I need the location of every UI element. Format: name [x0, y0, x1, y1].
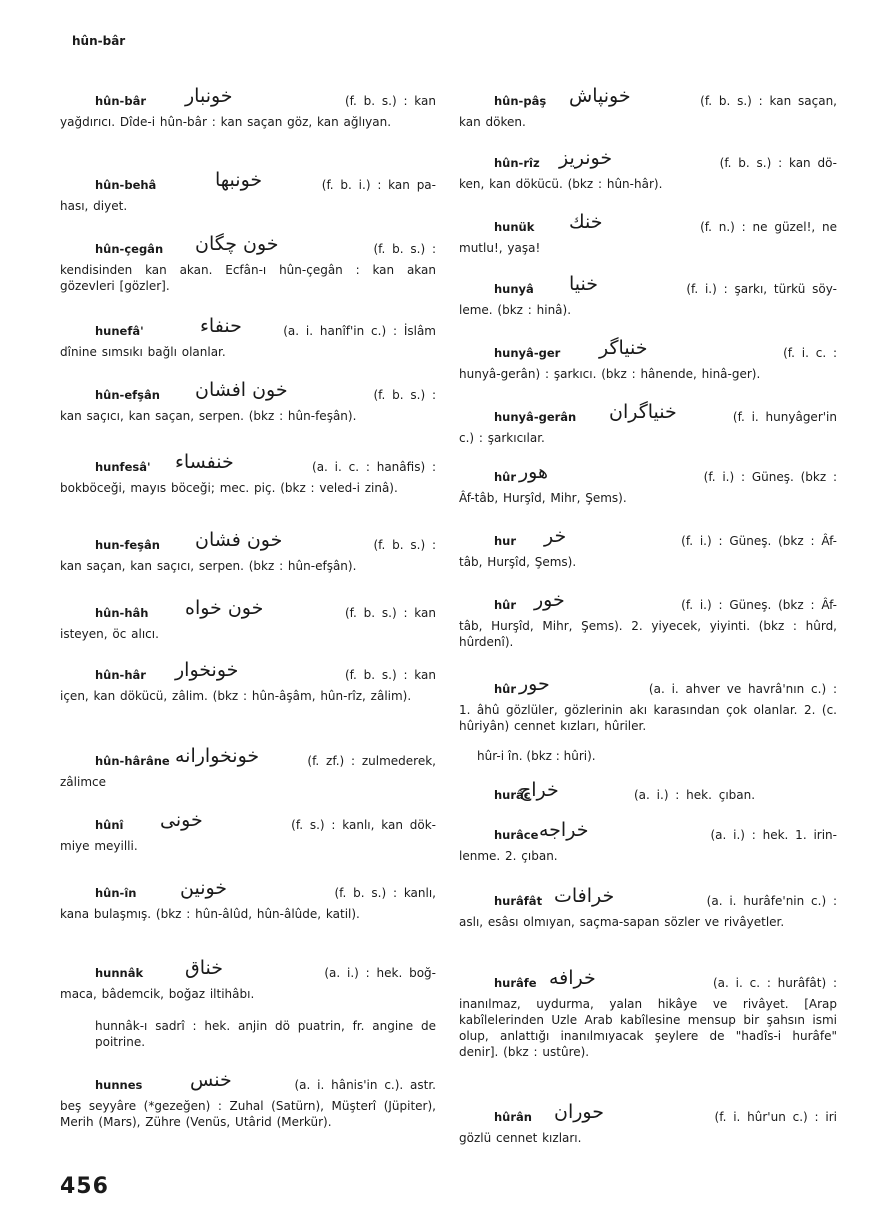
grammar-note: (a. i.) : hek. 1. irin-	[710, 828, 837, 842]
arabic-script: خنس	[190, 1069, 232, 1091]
dictionary-entry	[60, 809, 436, 854]
dictionary-entry	[459, 147, 837, 192]
arabic-script: خرافات	[554, 885, 615, 907]
arabic-script: خرافه	[549, 967, 596, 989]
headword: hûrân	[494, 1110, 532, 1124]
dictionary-entry	[459, 85, 837, 130]
arabic-script: خون فشان	[195, 529, 283, 551]
arabic-script: خنياگر	[599, 337, 648, 359]
arabic-script: خونپاش	[569, 85, 631, 107]
grammar-note: (f. i. c. :	[783, 346, 837, 360]
grammar-note: (f. b. s.) :	[373, 388, 436, 402]
definition: kan saçan, kan saçıcı, serpen. (bkz : hûn-efşân).	[60, 559, 357, 573]
headword: hunfesâ'	[95, 460, 151, 474]
headword: hurâfe	[494, 976, 537, 990]
definition: kendisinden kan akan. Ecfân-ı hûn-çegân : kan akan gözevleri [gözler].	[60, 263, 436, 293]
arabic-script: خنيا	[569, 273, 599, 295]
definition: aslı, esâsı olmıyan, saçma-sapan sözler ve rivâyetler.	[459, 915, 785, 929]
grammar-note: (f. n.) : ne güzel!, ne	[700, 220, 837, 234]
arabic-script: حور	[519, 673, 550, 695]
headword: hunyâ-ger	[494, 346, 561, 360]
arabic-script: خنفساء	[175, 451, 234, 473]
dictionary-entry	[459, 779, 837, 808]
dictionary-entry	[459, 525, 837, 570]
definition: Âf-tâb, Hurşîd, Mihr, Şems).	[459, 491, 627, 505]
dictionary-entry	[60, 1018, 436, 1050]
grammar-note: (f. b. s.) : kan dö-	[719, 156, 837, 170]
headword: hunefâ'	[95, 324, 144, 338]
arabic-script: خون چگان	[195, 233, 279, 255]
entry-text: hûr-i în. (bkz : hûri).	[477, 749, 596, 763]
arabic-script: خونخوارانه	[175, 745, 260, 767]
grammar-note: (a. i. hânis'in c.). astr.	[294, 1078, 436, 1092]
definition: c.) : şarkıcılar.	[459, 431, 545, 445]
dictionary-entry	[459, 748, 837, 764]
dictionary-entry	[60, 315, 436, 360]
grammar-note: (a. i. ahver ve havrâ'nın c.) :	[648, 682, 837, 696]
grammar-note: (a. i. c. : hurâfât) :	[712, 976, 837, 990]
headword: hurâfât	[494, 894, 543, 908]
definition: tâb, Hurşîd, Şems).	[459, 555, 577, 569]
arabic-script: خونى	[160, 809, 203, 831]
headword: hûn-hârâne	[95, 754, 170, 768]
grammar-note: (f. b. s.) : kan	[344, 94, 436, 108]
grammar-note: (a. i. hanîf'in c.) : İslâm	[283, 324, 436, 338]
definition: kan döken.	[459, 115, 526, 129]
headword: hûn-efşân	[95, 388, 160, 402]
headword: hur	[494, 534, 517, 548]
headword: hunnes	[95, 1078, 143, 1092]
definition: bokböceği, mayıs böceği; mec. piç. (bkz : veled-i zinâ).	[60, 481, 398, 495]
dictionary-entry	[60, 169, 436, 214]
dictionary-entry	[459, 673, 837, 734]
grammar-note: (f. i.) : Güneş. (bkz :	[703, 470, 837, 484]
dictionary-entry	[60, 1069, 436, 1130]
definition: gözlü cennet kızları.	[459, 1131, 582, 1145]
arabic-script: حوران	[554, 1101, 604, 1123]
grammar-note: (f. b. s.) : kan saçan,	[700, 94, 837, 108]
definition: hunyâ-gerân) : şarkıcı. (bkz : hânende, hinâ-ger).	[459, 367, 761, 381]
grammar-note: (f. b. s.) :	[373, 242, 436, 256]
grammar-note: (f. zf.) : zulmederek,	[307, 754, 436, 768]
grammar-note: (f. i. hûr'un c.) : iri	[714, 1110, 837, 1124]
headword: hunyâ-gerân	[494, 410, 577, 424]
dictionary-entry	[60, 877, 436, 922]
definition: dînine sımsıkı bağlı olanlar.	[60, 345, 226, 359]
definition: tâb, Hurşîd, Mihr, Şems). 2. yiyecek, yiyinti. (bkz : hûrd, hûrdenî).	[459, 619, 837, 649]
headword: hûn-çegân	[95, 242, 164, 256]
headword: hûn-pâş	[494, 94, 547, 108]
arabic-script: خون خواه	[185, 597, 264, 619]
arabic-script: خونبار	[185, 85, 233, 107]
grammar-note: (f. b. s.) : kan	[344, 606, 436, 620]
dictionary-entry	[459, 885, 837, 930]
definition: inanılmaz, uydurma, yalan hikâye ve rivâyet. [Arap kabîlelerinden Uzle Arab kabîlesine mensup bir şahsın ismi olup, anlattığı inanılmıyacak şeylere de "hadîs-i hurâfe" denir]. (bkz : ustûre).	[459, 997, 837, 1059]
grammar-note: (a. i.) : hek. çıban.	[634, 788, 756, 802]
arabic-script: خونين	[180, 877, 228, 899]
arabic-script: خونريز	[559, 147, 613, 169]
headword: hûnî	[95, 818, 124, 832]
arabic-script: خنك	[569, 211, 603, 233]
grammar-note: (a. i.) : hek. boğ-	[324, 966, 436, 980]
dictionary-entry	[459, 401, 837, 446]
dictionary-entry	[60, 233, 436, 294]
running-head: hûn-bâr	[72, 34, 126, 48]
definition: miye meyilli.	[60, 839, 138, 853]
headword: hûn-rîz	[494, 156, 540, 170]
arabic-script: خور	[534, 589, 565, 611]
dictionary-entry	[60, 85, 436, 130]
arabic-script: خنياگران	[609, 401, 677, 423]
entry-text: hunnâk-ı sadrî : hek. anjin dö puatrin, fr. angine de poitrine.	[95, 1019, 436, 1049]
dictionary-entry	[60, 597, 436, 642]
headword: hunük	[494, 220, 535, 234]
grammar-note: (f. i. hunyâger'in	[732, 410, 837, 424]
grammar-note: (f. b. s.) : kanlı,	[334, 886, 436, 900]
definition: ken, kan dökücü. (bkz : hûn-hâr).	[459, 177, 663, 191]
arabic-script: خر	[544, 525, 567, 547]
grammar-note: (f. b. s.) : kan	[344, 668, 436, 682]
arabic-script: خونبها	[215, 169, 263, 191]
grammar-note: (f. i.) : Güneş. (bkz : Âf-	[681, 534, 837, 548]
headword: hûr	[494, 470, 517, 484]
dictionary-entry	[60, 957, 436, 1002]
dictionary-entry	[459, 461, 837, 506]
dictionary-entry	[459, 211, 837, 256]
grammar-note: (f. s.) : kanlı, kan dök-	[291, 818, 436, 832]
dictionary-entry	[459, 967, 837, 1060]
definition: lenme. 2. çıban.	[459, 849, 558, 863]
definition: yağdırıcı. Dîde-i hûn-bâr : kan saçan göz, kan ağlıyan.	[60, 115, 392, 129]
dictionary-entry	[60, 659, 436, 704]
dictionary-entry	[60, 529, 436, 574]
headword: hurâce	[494, 828, 539, 842]
definition: kana bulaşmış. (bkz : hûn-âlûd, hûn-âlûde, katil).	[60, 907, 360, 921]
headword: hûn-behâ	[95, 178, 157, 192]
headword: hûr	[494, 682, 517, 696]
arabic-script: خون افشان	[195, 379, 288, 401]
dictionary-entry	[459, 589, 837, 650]
headword: hûn-în	[95, 886, 137, 900]
definition: isteyen, öc alıcı.	[60, 627, 159, 641]
dictionary-entry	[459, 1101, 837, 1146]
headword: hûn-bâr	[95, 94, 146, 108]
dictionary-entry	[60, 451, 436, 496]
definition: zâlimce	[60, 775, 106, 789]
arabic-script: خراجه	[539, 819, 589, 841]
dictionary-entry	[459, 337, 837, 382]
grammar-note: (f. b. i.) : kan pa-	[321, 178, 436, 192]
definition: kan saçıcı, kan saçan, serpen. (bkz : hûn-feşân).	[60, 409, 357, 423]
dictionary-entry	[459, 273, 837, 318]
definition: beş seyyâre (*gezeğen) : Zuhal (Satürn), Müşterî (Jüpiter), Merih (Mars), Zühre (Venüs, Utârid (Merkür).	[60, 1099, 436, 1129]
grammar-note: (f. b. s.) :	[373, 538, 436, 552]
dictionary-entry	[60, 745, 436, 790]
definition: mutlu!, yaşa!	[459, 241, 541, 255]
definition: maca, bâdemcik, boğaz iltihâbı.	[60, 987, 255, 1001]
arabic-script: خراج	[519, 779, 559, 801]
dictionary-entry	[459, 819, 837, 864]
headword: hunnâk	[95, 966, 144, 980]
arabic-script: خونخوار	[175, 659, 239, 681]
headword: hûn-hâr	[95, 668, 146, 682]
headword: hûr	[494, 598, 517, 612]
grammar-note: (a. i. c. : hanâfis) :	[312, 460, 436, 474]
definition: leme. (bkz : hinâ).	[459, 303, 572, 317]
grammar-note: (a. i. hurâfe'nin c.) :	[706, 894, 837, 908]
arabic-script: حنفاء	[200, 315, 242, 337]
arabic-script: هور	[519, 461, 549, 483]
headword: hun-feşân	[95, 538, 160, 552]
definition: hası, diyet.	[60, 199, 128, 213]
grammar-note: (f. i.) : şarkı, türkü söy-	[686, 282, 837, 296]
definition: 1. âhû gözlüler, gözlerinin akı karasından çok olanlar. 2. (c. hûriyân) cennet kızları, hûriler.	[459, 703, 837, 733]
grammar-note: (f. i.) : Güneş. (bkz : Âf-	[681, 598, 837, 612]
definition: içen, kan dökücü, zâlim. (bkz : hûn-âşâm, hûn-rîz, zâlim).	[60, 689, 412, 703]
page-number: 456	[60, 1174, 109, 1199]
headword: hûn-hâh	[95, 606, 149, 620]
headword: hurâc	[494, 788, 531, 802]
arabic-script: خناق	[185, 957, 224, 979]
dictionary-entry	[60, 379, 436, 424]
headword: hunyâ	[494, 282, 534, 296]
